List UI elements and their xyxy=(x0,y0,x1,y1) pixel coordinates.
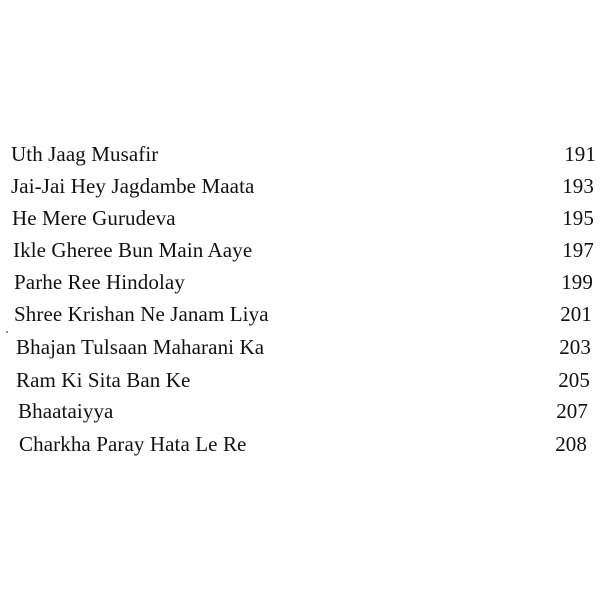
toc-entry-page: 193 xyxy=(562,174,594,198)
toc-entry xyxy=(0,138,600,170)
toc-entry-page: 197 xyxy=(562,238,594,262)
toc-entry-title: Uth Jaag Musafir xyxy=(11,142,159,166)
toc-entry-title: Ram Ki Sita Ban Ke xyxy=(16,368,191,392)
toc-entry-page: 199 xyxy=(561,270,593,294)
toc-entry-page: 195 xyxy=(562,206,594,230)
toc-entry xyxy=(0,170,600,202)
toc-entry-page: 201 xyxy=(560,302,592,326)
toc-entry-title: Bhajan Tulsaan Maharani Ka xyxy=(16,335,265,359)
toc-entry-page: 205 xyxy=(558,368,590,392)
toc-entry xyxy=(0,364,600,396)
toc-entry xyxy=(0,234,600,266)
toc-entry-title: He Mere Gurudeva xyxy=(12,206,176,230)
toc-entry-title: Shree Krishan Ne Janam Liya xyxy=(14,302,269,326)
toc-entry-page: 208 xyxy=(555,432,587,456)
toc-entry xyxy=(0,298,600,330)
toc-entry-page: 207 xyxy=(556,399,588,423)
toc-entry xyxy=(0,331,600,363)
toc-entry xyxy=(0,202,600,234)
toc-entry-title: Charkha Paray Hata Le Re xyxy=(19,432,247,456)
toc-entry-title: Bhaataiyya xyxy=(18,399,114,423)
toc-entry-title: Jai-Jai Hey Jagdambe Maata xyxy=(11,174,255,198)
toc-entry xyxy=(0,266,600,298)
toc-entry xyxy=(0,428,600,460)
toc-entry xyxy=(0,395,600,427)
toc-entry-title: Ikle Gheree Bun Main Aaye xyxy=(13,238,253,262)
toc-entry-page: 191 xyxy=(564,142,596,166)
toc-entry-page: 203 xyxy=(559,335,591,359)
toc-entry-title: Parhe Ree Hindolay xyxy=(14,270,185,294)
